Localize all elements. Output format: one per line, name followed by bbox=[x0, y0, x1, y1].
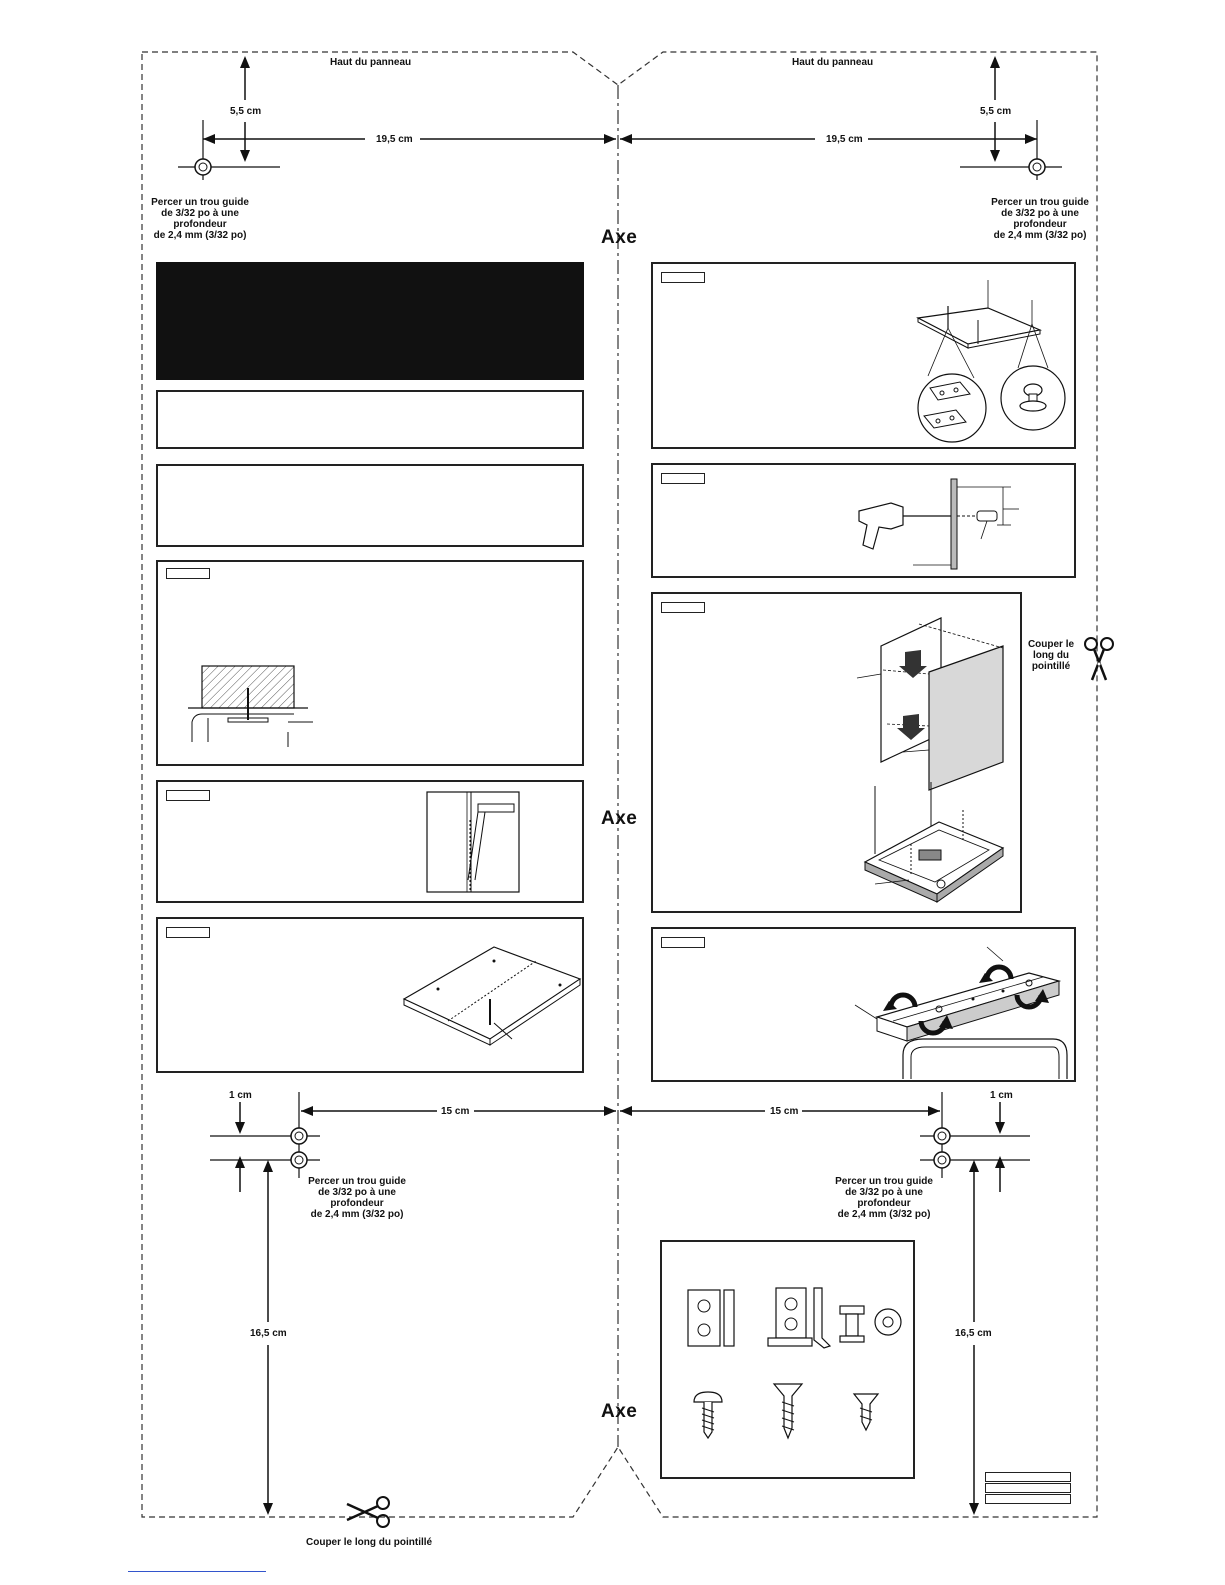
step-number-tag bbox=[166, 568, 210, 579]
footer-link[interactable] bbox=[128, 1571, 266, 1572]
bottom-left-vertical-dim: 1 cm bbox=[229, 1090, 252, 1101]
drill-illustration bbox=[853, 473, 1053, 573]
drill-note-bottom-right: Percer un trou guide de 3/32 po à une profondeur de 2,4 mm (3/32 po) bbox=[835, 1176, 933, 1220]
bottom-left-long-dim: 16,5 cm bbox=[250, 1328, 287, 1339]
step-number-tag bbox=[661, 937, 705, 948]
step-number-tag bbox=[661, 473, 705, 484]
hardware-kit-box bbox=[660, 1240, 915, 1479]
reference-row bbox=[985, 1483, 1071, 1493]
bottom-right-vertical-dim: 1 cm bbox=[990, 1090, 1013, 1101]
top-left-vertical-dim: 5,5 cm bbox=[230, 106, 262, 117]
step-panel-3 bbox=[156, 917, 584, 1073]
step-number-tag bbox=[166, 927, 210, 938]
info-box-1 bbox=[156, 390, 584, 449]
step-panel-1 bbox=[156, 560, 584, 766]
step-panel-6 bbox=[651, 592, 1022, 913]
cut-note-side: Couper le long du pointillé bbox=[1027, 639, 1075, 672]
cabinet-edge-illustration bbox=[188, 662, 328, 752]
title-banner bbox=[156, 262, 584, 380]
scissors-icon bbox=[345, 1496, 391, 1528]
drill-note-bottom-left: Percer un trou guide de 3/32 po à une profondeur de 2,4 mm (3/32 po) bbox=[308, 1176, 406, 1220]
hardware-parts-illustration bbox=[662, 1242, 914, 1478]
info-box-2 bbox=[156, 464, 584, 547]
top-right-vertical-dim: 5,5 cm bbox=[980, 106, 1012, 117]
top-label-left: Haut du panneau bbox=[330, 57, 412, 68]
bottom-right-long-dim: 16,5 cm bbox=[955, 1328, 992, 1339]
step-panel-5 bbox=[651, 463, 1076, 578]
door-mounting-illustration bbox=[853, 614, 1018, 909]
step-number-tag bbox=[661, 602, 705, 613]
cut-note-bottom: Couper le long du pointillé bbox=[306, 1537, 433, 1548]
bottom-right-horizontal-dim: 15 cm bbox=[770, 1106, 799, 1117]
hardware-placement-illustration bbox=[908, 278, 1073, 443]
reference-row bbox=[985, 1472, 1071, 1482]
step-panel-2 bbox=[156, 780, 584, 903]
step-panel-4 bbox=[651, 262, 1076, 449]
panel-square-illustration bbox=[423, 790, 533, 898]
step-number-tag bbox=[661, 272, 705, 283]
bottom-left-horizontal-dim: 15 cm bbox=[441, 1106, 470, 1117]
panel-marking-illustration bbox=[402, 939, 582, 1049]
axis-label-top: Axe bbox=[601, 227, 638, 248]
step-panel-7 bbox=[651, 927, 1076, 1082]
axis-label-middle: Axe bbox=[601, 808, 638, 829]
scissors-icon bbox=[1082, 636, 1116, 682]
top-right-horizontal-dim: 19,5 cm bbox=[826, 134, 863, 145]
top-left-horizontal-dim: 19,5 cm bbox=[376, 134, 413, 145]
drill-note-top-left: Percer un trou guide de 3/32 po à une profondeur de 2,4 mm (3/32 po) bbox=[151, 197, 249, 241]
top-label-right: Haut du panneau bbox=[792, 57, 874, 68]
drill-note-top-right: Percer un trou guide de 3/32 po à une profondeur de 2,4 mm (3/32 po) bbox=[991, 197, 1089, 241]
step-number-tag bbox=[166, 790, 210, 801]
hinge-adjust-illustration bbox=[853, 945, 1073, 1079]
reference-row bbox=[985, 1494, 1071, 1504]
axis-label-bottom: Axe bbox=[601, 1401, 638, 1422]
